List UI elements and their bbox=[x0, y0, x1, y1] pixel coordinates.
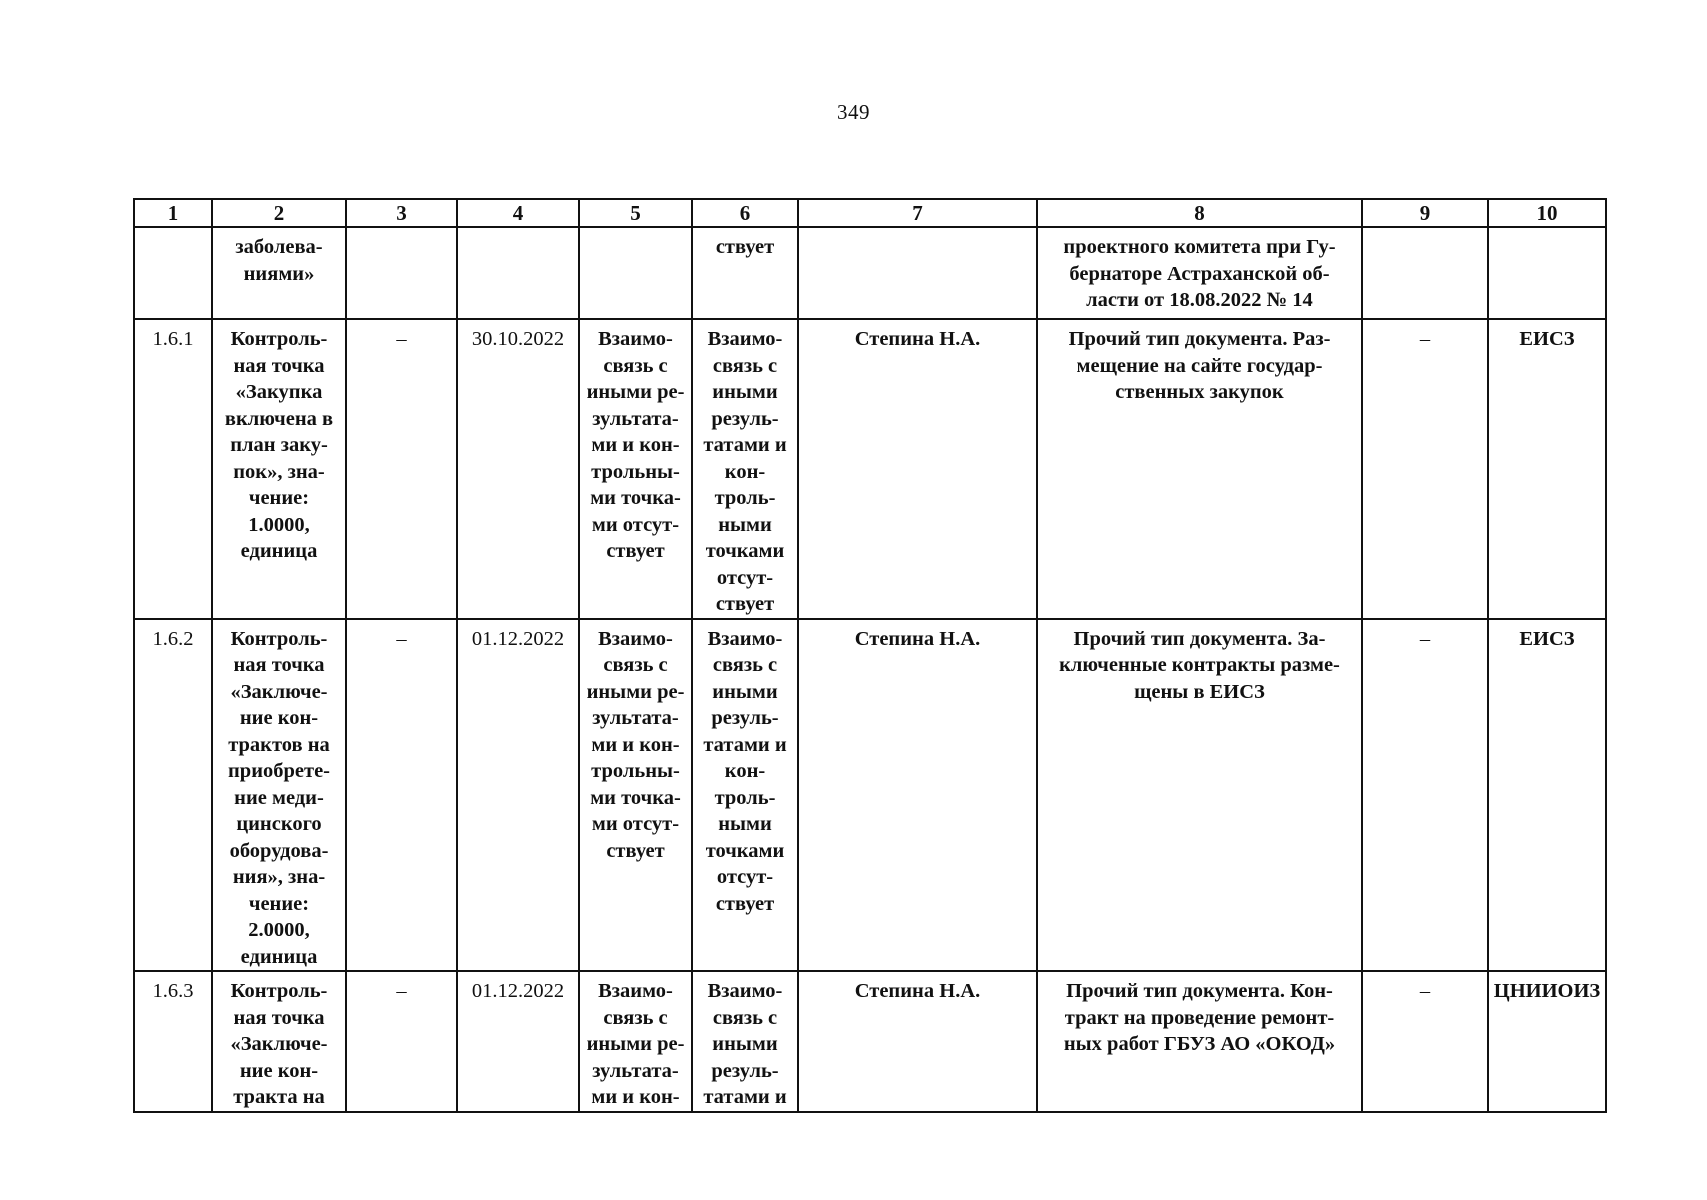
responsible-cell: Степина Н.А. bbox=[798, 619, 1037, 972]
row-number-cell: 1.6.3 bbox=[134, 971, 212, 1112]
responsible-cell: Степина Н.А. bbox=[798, 971, 1037, 1112]
table-row bbox=[134, 619, 1606, 972]
row-number-cell: 1.6.2 bbox=[134, 619, 212, 972]
column-number: 10 bbox=[1488, 199, 1606, 227]
column-number: 1 bbox=[134, 199, 212, 227]
control-point-name-cell: Контроль- ная точка «Заключе- ние кон- тракта на bbox=[212, 971, 346, 1112]
page-number: 349 bbox=[837, 100, 870, 124]
cell-col3: – bbox=[346, 619, 457, 972]
column-number: 3 bbox=[346, 199, 457, 227]
relation-points-cell: Взаимо- связь с иными резуль- татами и кон- троль- ными точками отсут- ствует bbox=[692, 619, 798, 972]
column-number: 9 bbox=[1362, 199, 1488, 227]
responsible-cell bbox=[798, 227, 1037, 319]
column-number: 2 bbox=[212, 199, 346, 227]
cell-col3: – bbox=[346, 971, 457, 1112]
relation-results-cell bbox=[579, 227, 692, 319]
column-number: 6 bbox=[692, 199, 798, 227]
row-number-cell: 1.6.1 bbox=[134, 319, 212, 619]
cell-col9: – bbox=[1362, 619, 1488, 972]
column-number: 7 bbox=[798, 199, 1037, 227]
relation-results-cell: Взаимо- связь с иными ре- зультата- ми и кон- bbox=[579, 971, 692, 1112]
information-system-cell: ЕИСЗ bbox=[1488, 619, 1606, 972]
relation-points-cell: Взаимо- связь с иными резуль- татами и кон- троль- ными точками отсут- ствует bbox=[692, 319, 798, 619]
table-row bbox=[134, 971, 1606, 1112]
date-cell bbox=[457, 227, 579, 319]
column-number: 4 bbox=[457, 199, 579, 227]
relation-results-cell: Взаимо- связь с иными ре- зультата- ми и кон- трольны- ми точка- ми отсут- ствует bbox=[579, 319, 692, 619]
column-number: 8 bbox=[1037, 199, 1362, 227]
relation-points-cell: Взаимо- связь с иными резуль- татами и bbox=[692, 971, 798, 1112]
responsible-cell: Степина Н.А. bbox=[798, 319, 1037, 619]
cell-col3: – bbox=[346, 319, 457, 619]
document-type-cell: Прочий тип документа. Кон- тракт на проведение ремонт- ных работ ГБУЗ АО «ОКОД» bbox=[1037, 971, 1362, 1112]
control-point-name-cell: заболева- ниями» bbox=[212, 227, 346, 319]
information-system-cell: ЦНИИОИЗ bbox=[1488, 971, 1606, 1112]
relation-points-cell: ствует bbox=[692, 227, 798, 319]
document-type-cell: проектного комитета при Гу- бернаторе Астраханской об- ласти от 18.08.2022 № 14 bbox=[1037, 227, 1362, 319]
date-cell: 01.12.2022 bbox=[457, 971, 579, 1112]
control-point-name-cell: Контроль- ная точка «Заключе- ние кон- трактов на приобрете- ние меди- цинского оборудова- ния», зна- чение: 2.0000, единица bbox=[212, 619, 346, 972]
cell-col9: – bbox=[1362, 319, 1488, 619]
table-row bbox=[134, 319, 1606, 619]
document-type-cell: Прочий тип документа. За- ключенные контракты разме- щены в ЕИСЗ bbox=[1037, 619, 1362, 972]
information-system-cell bbox=[1488, 227, 1606, 319]
table-row-continuation bbox=[134, 227, 1606, 319]
document-type-cell: Прочий тип документа. Раз- мещение на сайте государ- ственных закупок bbox=[1037, 319, 1362, 619]
control-points-table bbox=[133, 198, 1607, 1113]
cell-col9: – bbox=[1362, 971, 1488, 1112]
cell-col3 bbox=[346, 227, 457, 319]
information-system-cell: ЕИСЗ bbox=[1488, 319, 1606, 619]
cell-col9 bbox=[1362, 227, 1488, 319]
date-cell: 01.12.2022 bbox=[457, 619, 579, 972]
row-number-cell bbox=[134, 227, 212, 319]
column-number-row bbox=[134, 199, 1606, 227]
column-number: 5 bbox=[579, 199, 692, 227]
control-point-name-cell: Контроль- ная точка «Закупка включена в план заку- пок», зна- чение: 1.0000, единица bbox=[212, 319, 346, 619]
date-cell: 30.10.2022 bbox=[457, 319, 579, 619]
relation-results-cell: Взаимо- связь с иными ре- зультата- ми и кон- трольны- ми точка- ми отсут- ствует bbox=[579, 619, 692, 972]
